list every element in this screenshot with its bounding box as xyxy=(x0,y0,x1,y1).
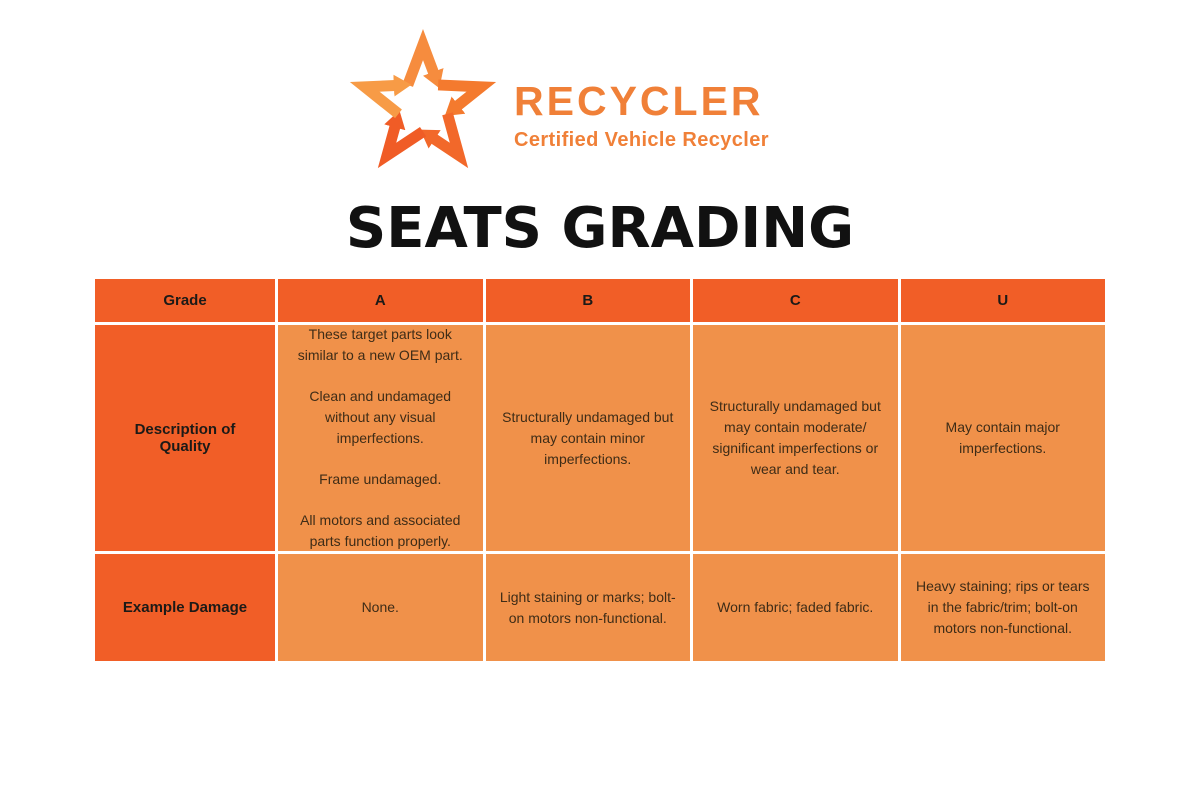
column-header-a: A xyxy=(278,279,483,322)
row-label-description-of-quality: Description of Quality xyxy=(95,325,275,551)
column-header-c: C xyxy=(693,279,898,322)
description-cell-grade-b: Structurally undamaged but may contain minor imperfections. xyxy=(486,325,691,551)
logo-brand: RECYCLER xyxy=(514,78,764,124)
description-cell-grade-c: Structurally undamaged but may contain moderate/ significant imperfections or wear and tear. xyxy=(693,325,898,551)
logo-tagline: Certified Vehicle Recycler xyxy=(514,129,769,152)
column-header-b: B xyxy=(486,279,691,322)
example-cell-grade-c: Worn fabric; faded fabric. xyxy=(693,554,898,661)
example-cell-grade-u: Heavy staining; rips or tears in the fabric/trim; bolt-on motors non-functional. xyxy=(901,554,1106,661)
column-header-u: U xyxy=(901,279,1106,322)
logo-text xyxy=(514,80,769,152)
recycler-star-icon xyxy=(340,22,506,180)
logo xyxy=(340,22,769,180)
column-header-grade: Grade xyxy=(95,279,275,322)
row-label-example-damage: Example Damage xyxy=(95,554,275,661)
grading-table xyxy=(95,279,1105,661)
description-cell-grade-u: May contain major imperfections. xyxy=(901,325,1106,551)
description-cell-grade-a: These target parts look similar to a new OEM part. Clean and undamaged without any visual imperfections. Frame undamaged. All motors and associated parts function properly. xyxy=(278,325,483,551)
example-cell-grade-b: Light staining or marks; bolt-on motors non-functional. xyxy=(486,554,691,661)
page-title: SEATS GRADING xyxy=(345,196,855,261)
example-cell-grade-a: None. xyxy=(278,554,483,661)
